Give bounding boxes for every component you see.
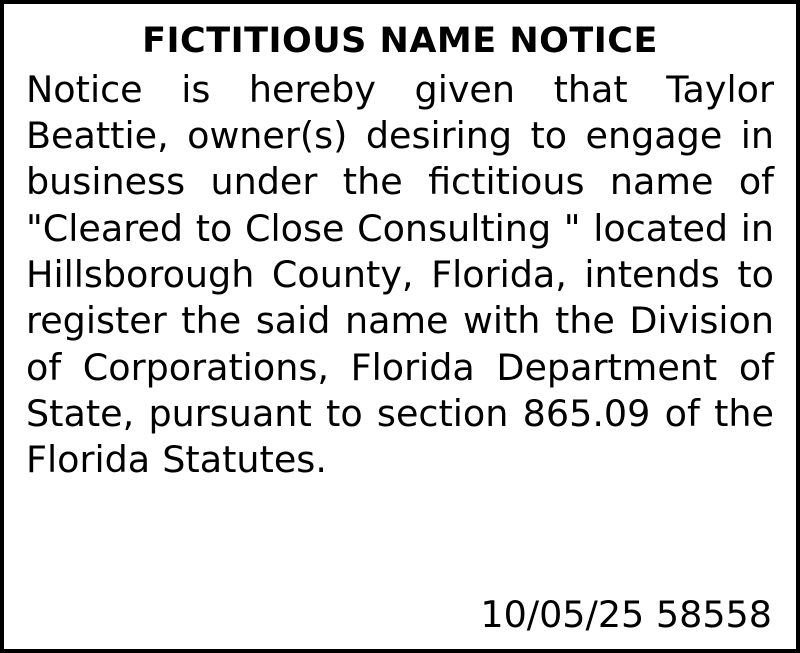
notice-title: FICTITIOUS NAME NOTICE [142, 21, 658, 61]
notice-body-text: Notice is hereby given that Taylor Beattie, owner(s) desiring to engage in business under the fictitious name of "Cleared to Close Consulting " located in Hillsborough County, Florida, intends to register the said name with the Division of Corporations, Florida Department of State, pursuant to section 865.09 of the Florida Statutes. [26, 67, 774, 482]
notice-date-and-id: 10/05/25 58558 [480, 593, 772, 637]
